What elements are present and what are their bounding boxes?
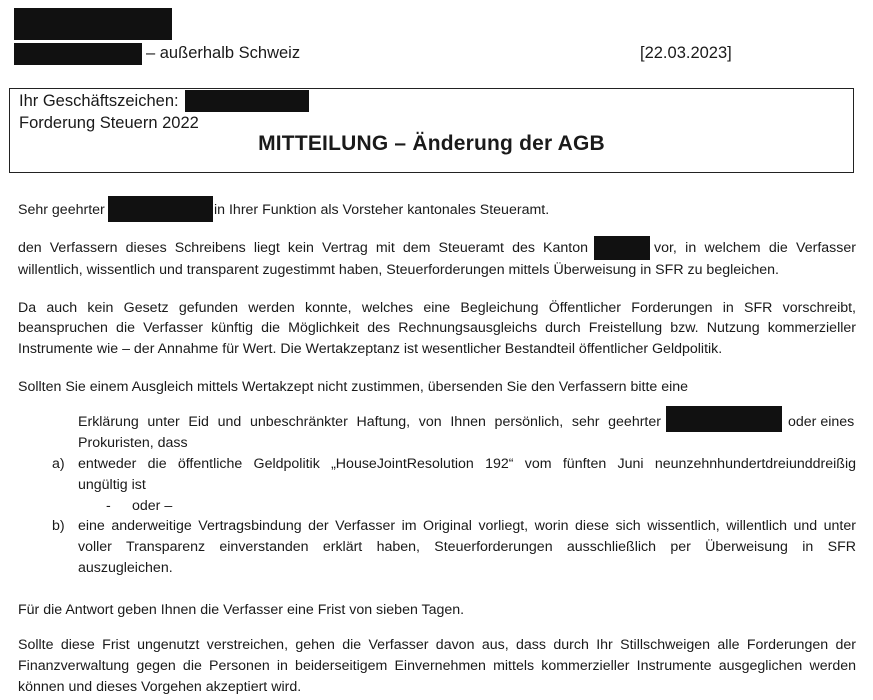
- salutation-post: in Ihrer Funktion als Vorsteher kantonales Steueramt.: [214, 202, 550, 218]
- para3-line1: Sollten Sie einem Ausgleich mittels Wertakzept nicht zustimmen, übersenden Sie den Verfassern bitte eine: [18, 379, 689, 395]
- closing-line2: Finanzverwaltung gegen die Personen in beiderseitigem Einvernehmen mittels kommerzieller Instrumente ausgeglichen werden: [18, 658, 856, 674]
- item-b-line1: eine anderweitige Vertragsbindung der Verfasser im Original vorliegt, worin diese sich wissentlich, willentlich und unter: [78, 518, 856, 534]
- item-a-marker: a): [52, 456, 65, 472]
- separator-text: oder –: [132, 498, 173, 514]
- location-suffix: – außerhalb Schweiz: [146, 44, 301, 62]
- para2-line3: Instrumente wie – der Annahme für Wert. Die Wertakzeptanz ist wesentlicher Bestandteil öffentlicher Geldpolitik.: [18, 341, 723, 357]
- item-a-line2: ungültig ist: [78, 477, 146, 493]
- para1-line1-post: vor, in welchem die Verfasser: [654, 240, 856, 256]
- redacted-canton: [594, 236, 650, 260]
- item-b-marker: b): [52, 518, 65, 534]
- salutation-pre: Sehr geehrter: [18, 202, 105, 218]
- redacted-sender-name: [14, 8, 172, 40]
- closing-line1: Sollte diese Frist ungenutzt verstreichen, gehen die Verfasser davon aus, dass durch Ihr Stillschweigen alle Forderungen der: [18, 637, 856, 653]
- item-b-line3: auszugleichen.: [78, 560, 173, 576]
- reference-label: Ihr Geschäftszeichen:: [19, 92, 179, 110]
- deadline-line1: Für die Antwort geben Ihnen die Verfasser eine Frist von sieben Tagen.: [18, 602, 465, 618]
- para1-line1-pre: den Verfassern dieses Schreibens liegt kein Vertrag mit dem Steueramt des Kanton: [18, 240, 588, 256]
- redacted-reference-number: [185, 90, 309, 112]
- para2-line2: beanspruchen die Verfasser künftig die Möglichkeit des Rechnungsausgleichs durch Freistellung bzw. Nutzung kommerzieller: [18, 320, 856, 336]
- declaration-line2: Prokuristen, dass: [78, 435, 188, 451]
- item-a-line1: entweder die öffentliche Geldpolitik „HouseJointResolution 192“ vom fünften Juni neunzehnhundertdreiunddreißig: [78, 456, 856, 472]
- subject-box: [9, 88, 854, 173]
- separator-dash: -: [106, 498, 111, 514]
- para1-line2: willentlich, wissentlich und transparent zugestimmt haben, Steuerforderungen mittels Überweisung in SFR zu begleichen.: [18, 262, 779, 278]
- closing-line3: können und dieses Vorgehen akzeptiert wird.: [18, 679, 302, 695]
- redacted-recipient-name: [108, 196, 213, 222]
- letter-date: [22.03.2023]: [640, 44, 732, 62]
- para2-line1: Da auch kein Gesetz gefunden werden konnte, welches eine Begleichung Öffentlicher Forderungen in SFR vorschreibt,: [18, 300, 856, 316]
- item-b-line2: voller Transparenz einverstanden erklärt haben, Steuerforderungen ausschließlich per Überweisung in SFR: [78, 539, 856, 555]
- subject-line: Forderung Steuern 2022: [19, 114, 199, 132]
- declaration-line1-pre: Erklärung unter Eid und unbeschränkter Haftung, von Ihnen persönlich, sehr geehrter: [78, 414, 661, 430]
- redacted-recipient-name-2: [666, 406, 782, 432]
- document-title: MITTEILUNG – Änderung der AGB: [258, 132, 605, 155]
- redacted-sender-address: [14, 43, 142, 65]
- declaration-line1-post: oder eines: [788, 414, 855, 430]
